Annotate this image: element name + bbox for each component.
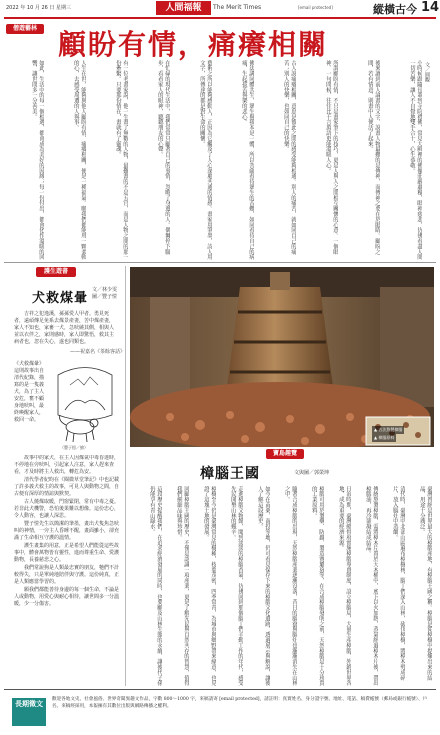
fable-column-tag: 護生遊書 — [36, 267, 76, 277]
photo-caption: ▲ 古法熬製樟腦 — [374, 427, 403, 432]
newspaper-english-name: The Merit Times — [213, 4, 262, 11]
camphor-article-title: 樟腦王國 — [200, 466, 260, 482]
article-paragraph: 佛法講同體共生，眾生與我本是一體，所以菩薩看待眾生的苦難，如同看待自己的病痛，生起拔苦與樂的悲心。 — [240, 60, 254, 260]
article-paragraph: 如此，生活中的每一個相遇，都會成為美好的因緣；每一份付出，都會化作溫暖的回響，讓世間多一分善美。 — [30, 60, 44, 260]
main-headline: 顧盼有情，痛癢相關 — [58, 28, 329, 61]
article-paragraph: 在忙碌的現代生活中，我們常常只顧著自己的事情，忽略了身邊的人。偶爾停下腳步，看看家人的眼神，聽聽朋友的心聲。 — [156, 60, 170, 255]
top-article-byline: 文／圓觀 — [424, 62, 430, 82]
fable-body — [14, 455, 120, 687]
footer-text: 歡迎各地文史、社會風俗、世界奇聞異趣文作品，字數 800～1000 字，來稿請寄 [email protected]，請註明：真實姓名、身分證字號、地址、電話、稿費帳號（郵局或銀行帳號）、戶名。來稿經採用，本報擁有其數位出版與網路傳播之權利。 — [52, 697, 428, 709]
call-for-submissions-badge: 長期徵文 — [12, 698, 46, 726]
contact-email: [email protected] — [298, 5, 333, 10]
article-paragraph: 回顧樟腦王國的歷史，不僅是認識一項產業，更是了解先民與自然共存的智慧，值得我們細細品味與珍惜。 — [175, 486, 189, 686]
article-paragraph: 古人說痛癢相關，意思是彼此之間的感受能夠相通。別人的痛苦，就如同自己的痛苦；別人的快樂，也如同自己的快樂。 — [282, 60, 296, 255]
camphor-still-photo — [130, 267, 434, 447]
issue-date: 2022 年 10 月 26 日 星期三 — [6, 5, 71, 11]
top-article-body — [6, 60, 434, 260]
section-divider — [4, 262, 436, 263]
fable-paragraph: 豐子愷先生以簡潔的筆墨，畫出犬隻焦急吠叫的神情，一旁主人昏睡不醒，畫面雖小，卻充滿了生命相互守護的溫情。 — [14, 521, 120, 541]
article-paragraph: 樟腦可用於製藥、防蟲、製造賽璐珞等，在合成樟腦發明之前，天然樟腦是十分珍貴的工業原料。 — [310, 486, 324, 686]
camphor-article-body — [130, 486, 434, 686]
fable-attribution: ——祝嘉名《茶餘客話》 — [70, 349, 126, 355]
article-paragraph: 走進樟腦文物館，聞到淡淡的樟腦香氣，彷彿回到那個腦丁們辛勤工作的年代，感受先民開墾山林的艱辛。 — [229, 486, 243, 686]
newspaper-logo: 人間福報 — [156, 1, 211, 15]
article-paragraph: 日治時期，臺灣總督府實施樟腦專賣制度，設立樟腦局，大量生產樟腦，外銷世界各地，成為重要的經濟來源。 — [337, 486, 351, 686]
article-paragraph: 清代時，臺灣中北部山區遍布樟樹林，腦丁們深入山林，砍伐樟樹，將樟木劈成碎片，放入腦灶中蒸餾。 — [391, 486, 405, 681]
article-paragraph: 臺灣曾經是世界最大的樟腦產地，有樟腦王國之稱。樟腦是從樟樹中提煉出來的結晶，用途十分廣泛。 — [418, 486, 432, 681]
article-paragraph: 藝術之所以能夠感動人，正因為它觸及了人心深處共通的情感。畫家用筆墨，詩人用文字，所傳達的都是對生命的關懷。 — [198, 60, 212, 260]
illustration-caption: （豐子愷／繪） — [60, 445, 88, 450]
article-paragraph: 這段歷史提醒我們，在追求經濟發展的同時，也要顧及山林生態的永續，讓後代子孫仍能享有青山綠水。 — [148, 486, 162, 686]
article-paragraph: 所謂顧盼有情，不只是畫家筆下的技巧，更是人與人之間相互關懷的心意。一個眼神、一句問候，往往比千言萬語更能溫暖人心。 — [324, 60, 338, 255]
fable-title: 犬救煤暈 — [32, 291, 89, 306]
column-divider — [125, 266, 126, 686]
fable-paragraph: 清代學者紀昀在《閱微草堂筆記》中也記載了許多義犬救主的故事，可見人與動物之間，自古便有深厚的情誼與默契。 — [14, 477, 120, 497]
footer-notice — [4, 689, 436, 733]
article-paragraph: 後來讀到前人論畫的文字，說畫人物最難的是傳神，而傳神之要在於眼睛。顧盼之間，若有情意，則畫中人便活了起來。 — [366, 60, 380, 255]
article-paragraph: 小時候跟隨長輩到寺院禮佛，常見大殿裡的佛像莊嚴肅穆，眼神慈悲，彷彿看盡人間一切苦樂，讓人不自覺地雙手合十，心生恭敬。 — [408, 60, 422, 260]
section-title: 縱橫古今 — [373, 3, 417, 16]
fable-intro: 吉祥之犯逸溪，孫孫愛人甲者。勇見死者，遠頑傳足免系去煤景產妻，苦中煤產妻，家人不知也，家畜一犬，急吠繞其側，相與人並以衣伴之，家則感時，家人即驚悟，救其主病者也，忽在失心，遂也同類也。 — [14, 311, 115, 345]
article-paragraph: 如今在苗栗、南投等地，仍可看見保存下來的樟腦文化遺跡，透過展示與解說，讓後人了解這段歷史。 — [256, 486, 270, 686]
photo-caption: ▲ 樟腦原料 — [374, 435, 395, 440]
fable-author-line: 文／林少雯 — [92, 287, 118, 293]
article-paragraph: 隨著合成樟腦的出現，天然樟腦產業逐漸沒落，昔日的腦寮與腦灶也漸漸消失在山林之中。 — [283, 486, 297, 686]
fable-author — [92, 287, 117, 301]
camphor-article-author: 文與圖／郭榮坤 — [294, 470, 330, 476]
article-paragraph: 樟樹至今仍是臺灣常見的樹種，枝葉茂密，四季常青，為城市與鄉野帶來綠意，也見證了這塊土地的發展。 — [202, 486, 216, 686]
article-paragraph: 傳統熬製樟腦，需將樟木片置於大木桶中，底下以火加熱，蒸氣經過樟木片後，帶出樟腦油，再冷卻凝結成結晶。 — [364, 486, 378, 686]
fable-paragraph: 我們常說狗是人類最忠實的朋友，牠們不計較得失，只是單純地陪伴與守護。這份純真，正是人類應當學習的。 — [14, 565, 120, 585]
article-paragraph: 人生在世，能夠與他人顧盼有情、痛癢相關，便是一種福氣。願我們都能用一顆柔軟的心，去感受周遭的人與事。 — [72, 60, 86, 260]
article-paragraph: 有一位老畫家說，他一生畫了無數的人物，最難畫的不是五官，而是人物之間的那一份牽繫。只要那份情在，畫就有了靈魂。 — [114, 60, 128, 260]
page-header — [0, 0, 440, 18]
page-number: 14 — [421, 0, 440, 15]
header-divider — [4, 17, 436, 19]
fable-paragraph: 《犬救煤暈》這則故事出自清代紀錄，描寫的是一隻義犬，為了主人安危，奮不顧身地吠叫，最終喚醒家人，救回一命。 — [14, 361, 45, 423]
photo-column-tag: 寶島趣覽 — [266, 449, 304, 459]
fable-paragraph: 故事中的家犬，在主人因煤氣中毒昏迷時，不停地在旁吠叫，引起家人注意，家人趕來查看，才及時將主人救出，轉危為安。 — [14, 455, 120, 475]
dog-illustration — [50, 355, 120, 450]
fable-paragraph: 古人燒煤取暖，門窗緊閉，常有中毒之憂。若非此犬機警，恐怕後果難以想像。這份忠心，令人動容，也讓人深思。 — [14, 499, 120, 519]
fable-paragraph: 護生畫集的用意，正是希望人們能從這些故事中，體會萬物皆有靈性，進而尊重生命、愛護動物，長養慈悲之心。 — [14, 543, 120, 563]
column-tag: 僧遊藝林 — [6, 24, 44, 34]
fable-paragraph: 願我們都能善待身邊的每一個生命，不論是人或動物，用愛心與耐心相待，讓世間多一分溫暖，少一分傷害。 — [14, 587, 120, 607]
fable-author-line: 圖／豐子愷 — [92, 294, 118, 300]
